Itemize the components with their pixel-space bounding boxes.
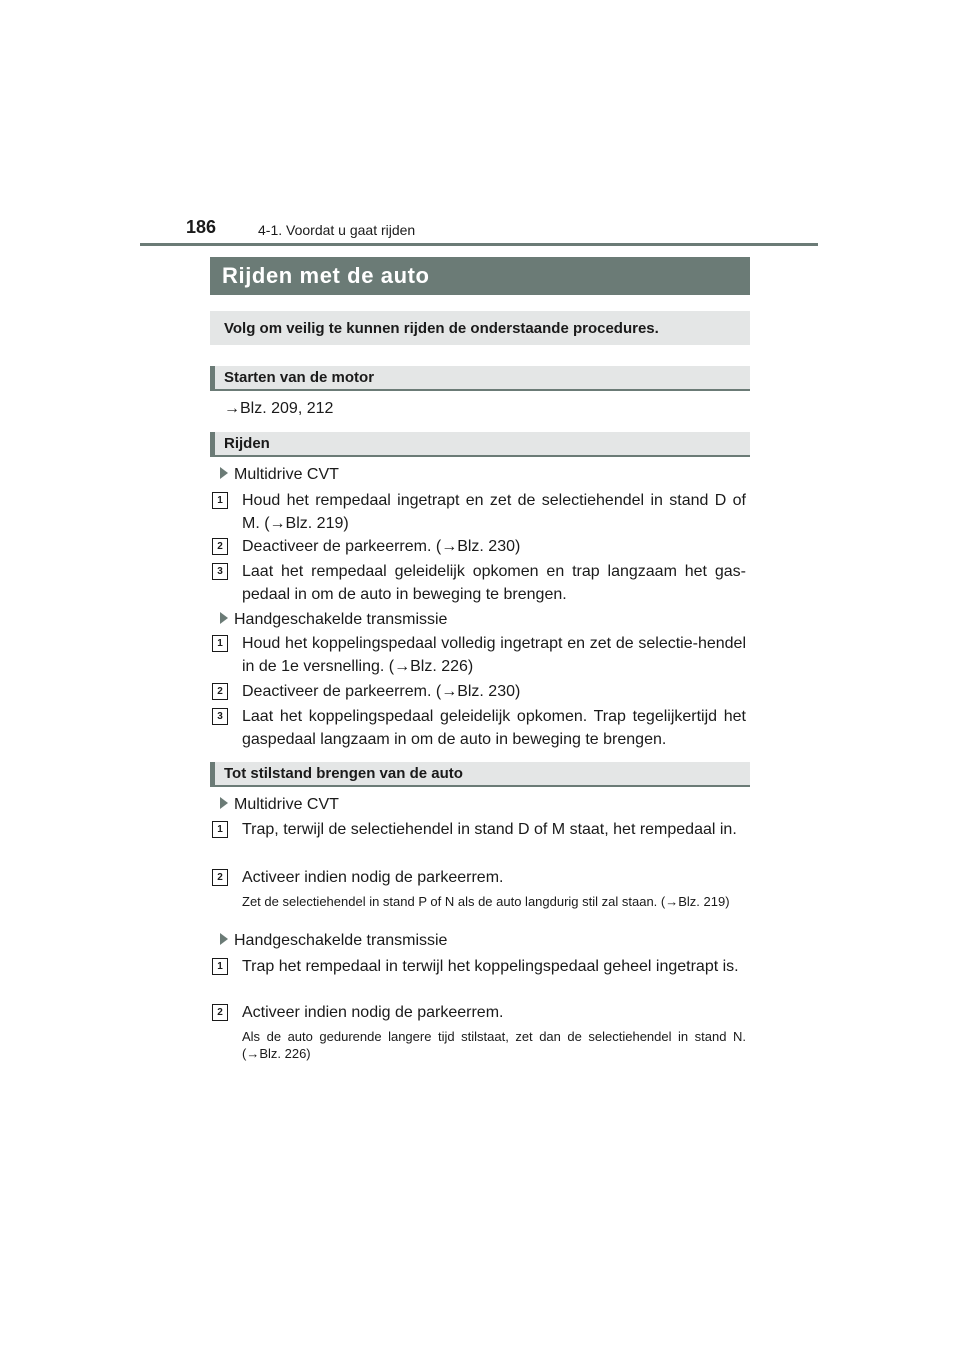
subhead-drive-label: Rijden (224, 435, 270, 452)
triangle-bullet-icon (220, 797, 228, 809)
triangle-bullet-icon (220, 467, 228, 479)
note-text: Zet de selectiehendel in stand P of N als de auto langdurig stil zal staan. (→Blz. 219) (242, 894, 730, 909)
step-number: 2 (212, 683, 228, 700)
step-text: Deactiveer de parkeerrem. (→Blz. 230) (242, 538, 521, 555)
step-item (212, 632, 746, 678)
step-number: 1 (212, 821, 228, 838)
step-number: 1 (212, 492, 228, 509)
step-text: Houd het rempedaal ingetrapt en zet de selectiehendel in stand D of M. (→Blz. 219) (242, 492, 746, 532)
step-text: Trap, terwijl de selectiehendel in stand D of M staat, het rempedaal in. (242, 821, 737, 838)
step-text: Deactiveer de parkeerrem. (→Blz. 230) (242, 683, 521, 700)
step-item (212, 489, 746, 535)
step-item (212, 818, 746, 841)
step-text: Activeer indien nodig de parkeerrem. (242, 869, 504, 886)
step-number: 2 (212, 869, 228, 886)
page-title: Rijden met de auto (222, 263, 430, 288)
variant-label: Handgeschakelde transmissie (234, 932, 448, 949)
step-number: 2 (212, 1004, 228, 1021)
step-number: 3 (212, 563, 228, 580)
start-ref-link[interactable]: →Blz. 209, 212 (224, 400, 334, 417)
step-text: Laat het rempedaal geleidelijk opkomen en trap langzaam het gas-pedaal in om de auto in beweging te brengen. (242, 563, 746, 603)
subhead-stop (210, 762, 750, 787)
triangle-bullet-icon (220, 612, 228, 624)
intro-box: Volg om veilig te kunnen rijden de onderstaande procedures. (210, 311, 750, 345)
step-item (212, 1001, 746, 1024)
triangle-bullet-icon (220, 933, 228, 945)
step-text: Laat het koppelingspedaal geleidelijk opkomen. Trap tegelijkertijd het gaspedaal langzaam in om de auto in beweging te brengen. (242, 708, 746, 748)
step-text: Trap het rempedaal in terwijl het koppelingspedaal geheel ingetrapt is. (242, 958, 739, 975)
step-number: 1 (212, 958, 228, 975)
step-item (212, 560, 746, 606)
subhead-start (210, 366, 750, 391)
step-item (212, 705, 746, 751)
subhead-start-label: Starten van de motor (224, 369, 375, 386)
page-number: 186 (186, 217, 217, 237)
step-item (212, 535, 746, 558)
subhead-stop-label: Tot stilstand brengen van de auto (224, 765, 463, 782)
step-item (212, 680, 746, 703)
subhead-drive (210, 432, 750, 457)
variant-label: Handgeschakelde transmissie (234, 611, 448, 628)
variant-cvt-stop (220, 793, 339, 816)
variant-manual-stop (220, 929, 447, 952)
step-text: Houd het koppelingspedaal volledig ingetrapt en zet de selectie-hendel in de 1e versnelling. (→Blz. 226) (242, 635, 746, 675)
step-item (212, 866, 746, 889)
variant-label: Multidrive CVT (234, 796, 339, 813)
title-bar (210, 257, 750, 295)
step-number: 3 (212, 708, 228, 725)
step-number: 2 (212, 538, 228, 555)
header-rule (140, 243, 818, 246)
step-text: Activeer indien nodig de parkeerrem. (242, 1004, 504, 1021)
variant-label: Multidrive CVT (234, 466, 339, 483)
variant-manual-drive (220, 608, 447, 631)
step-number: 1 (212, 635, 228, 652)
step-item (212, 955, 746, 978)
note-text: Als de auto gedurende langere tijd stilstaat, zet dan de selectiehendel in stand N. (→Blz. 226) (242, 1029, 746, 1061)
variant-cvt-drive (220, 463, 339, 486)
section-label: 4-1. Voordat u gaat rijden (258, 222, 416, 238)
